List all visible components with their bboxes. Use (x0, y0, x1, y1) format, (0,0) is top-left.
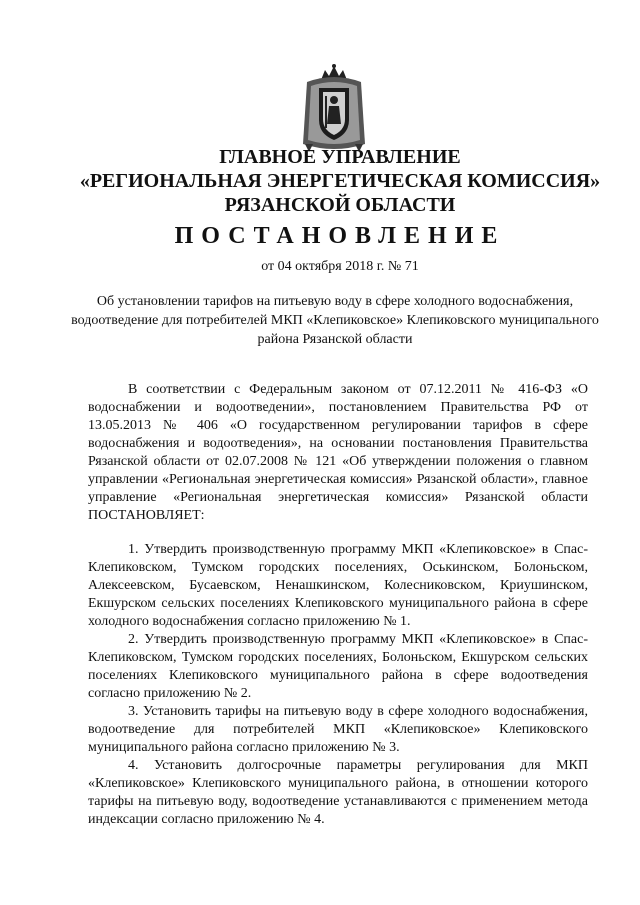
preamble (88, 381, 588, 525)
resolution-item-1: 1. Утвердить производственную программу МКП «Клепиковское» в Спас-Клепиковском, Тумском городских поселениях, Оськинском, Болоньском, Алексеевском, Бусаевском, Ненашкинском, Колесниковском, Криушинском, Екшурском сельских поселениях Клепиковского муниципального района в сфере холодного водоснабжения согласно приложению № 1. (88, 542, 588, 629)
resolution-items (88, 541, 588, 829)
document-subject: Об установлении тарифов на питьевую воду в сфере холодного водоснабжения, водоотведение для потребителей МКП «Клепиковское» Клепиковского муниципального района Рязанской области (71, 294, 599, 347)
document-date-number: от 04 октября 2018 г. № 71 (261, 259, 419, 274)
resolution-item-3: 3. Установить тарифы на питьевую воду в сфере холодного водоснабжения, водоотведение для потребителей МКП «Клепиковское» Клепиковского муниципального района согласно приложению № 3. (88, 704, 588, 755)
document-type: ПОСТАНОВЛЕНИЕ (174, 223, 506, 249)
agency-title-line-3: РЯЗАНСКОЙ ОБЛАСТИ (224, 194, 456, 216)
resolution-item-2: 2. Утвердить производственную программу МКП «Клепиковское» в Спас-Клепиковском, Тумском городских поселениях, Болоньском, Екшурском сельских поселениях Клепиковского муниципального района в сфере водоотведения согласно приложению № 2. (88, 632, 588, 701)
resolution-item-4: 4. Установить долгосрочные параметры регулирования для МКП «Клепиковское» Клепиковского муниципального района, в отношении которого тарифы на питьевую воду, водоотведение устанавливаются с применением метода индексации согласно приложению № 4. (88, 758, 588, 827)
agency-title-line-2: «РЕГИОНАЛЬНАЯ ЭНЕРГЕТИЧЕСКАЯ КОМИССИЯ» (79, 170, 601, 192)
coat-of-arms-icon (299, 62, 369, 154)
preamble-paragraph: В соответствии с Федеральным законом от 07.12.2011 № 416-ФЗ «О водоснабжении и водоотведении», постановлением Правительства РФ от 13.05.2013 № 406 «О государственном регулировании тарифов в сфере водоснабжения и водоотведения», на основании постановления Правительства Рязанской области от 02.07.2008 № 121 «Об утверждении положения о главном управлении «Региональная энергетическая комиссия» Рязанской области», главное управление «Региональная энергетическая комиссия» Рязанской области ПОСТАНОВЛЯЕТ: (88, 382, 588, 523)
agency-title-line-1: ГЛАВНОЕ УПРАВЛЕНИЕ (219, 146, 461, 168)
